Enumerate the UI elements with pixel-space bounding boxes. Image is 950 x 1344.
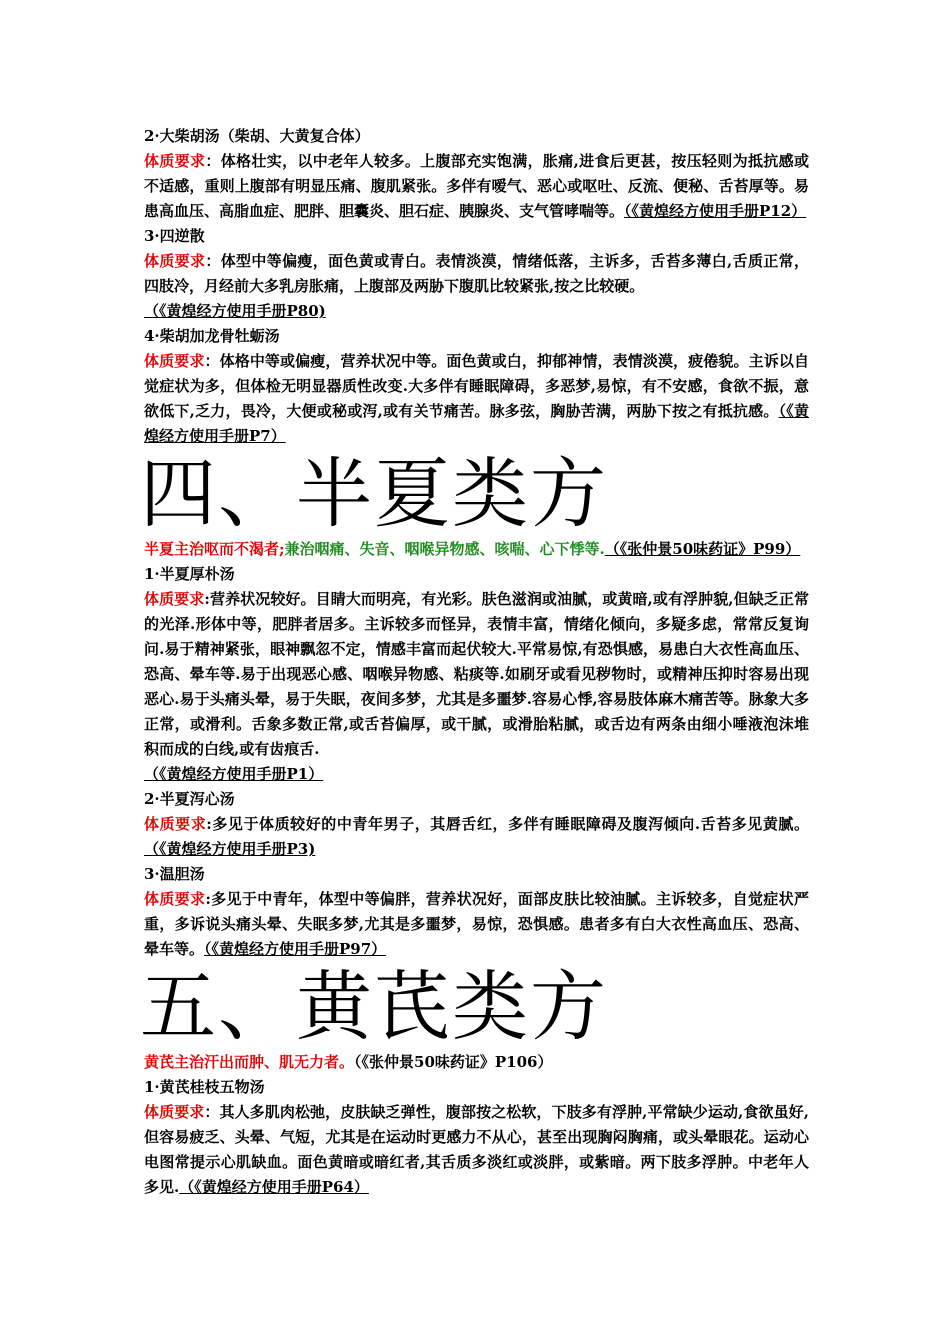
entry-title: 1·半夏厚朴汤: [144, 565, 235, 583]
constitution-label: 体质要求: [144, 1103, 205, 1121]
book-reference: （《黄煌经方使用手册P64）: [179, 1178, 369, 1196]
book-reference: （《黄煌经方使用手册P80): [144, 302, 326, 320]
book-reference: （《黄煌经方使用手册P1）: [144, 765, 324, 783]
constitution-label: 体质要求: [144, 252, 206, 270]
entry-title: 2·大柴胡汤（柴胡、大黄复合体）: [144, 127, 370, 145]
constitution-paragraph: [144, 812, 809, 862]
constitution-paragraph: [144, 349, 809, 449]
constitution-label: 体质要求: [144, 890, 206, 908]
entry-wen-dan-tang: [144, 862, 809, 962]
book-reference: （《黄煌经方使用手册P97）: [204, 940, 387, 958]
entry-chaihu-longgu-muli-tang: [144, 324, 809, 449]
constitution-paragraph: [144, 1100, 809, 1200]
constitution-paragraph: [144, 587, 809, 762]
entry-banxia-xiexin-tang: [144, 787, 809, 862]
entry-title: 3·温胆汤: [144, 865, 205, 883]
intro-secondary-indication: 兼治咽痛、失音、咽喉异物感、咳喘、心下悸等.: [284, 540, 605, 558]
entry-si-ni-san: [144, 224, 809, 324]
constitution-text: :营养状况较好。目睛大而明亮，有光彩。肤色滋润或油腻，或黄暗,或有浮肿貌,但缺乏正常的光泽.形体中等，肥胖者居多。主诉较多而怪异，表情丰富，情绪化倾向，多疑多虑，常常反复询问.易于精神紧张，眼神飘忽不定，情感丰富而起伏较大.平常易惊,有恐惧感，易患白大衣性高血压、恐高、晕车等.易于出现恶心感、咽喉异物感、粘痰等.如刷牙或看见秽物时，或精神压抑时容易出现恶心.易于头痛头晕，易于失眠，夜间多梦，尤其是多噩梦.容易心悸,容易肢体麻木痛苦等。脉象大多正常，或滑利。舌象多数正常,或舌苔偏厚，或干腻，或滑胎粘腻，或舌边有两条由细小唾液泡沫堆积而成的白线,或有齿痕舌.: [144, 590, 809, 758]
entry-title: 4·柴胡加龙骨牡蛎汤: [144, 327, 280, 345]
entry-huangqi-guizhi-wuwu-tang: [144, 1075, 809, 1200]
book-reference: （《黄煌经方使用手册P3): [144, 840, 316, 858]
constitution-text: ：其人多肌肉松弛，皮肤缺乏弹性，腹部按之松软，下肢多有浮肿,平常缺少运动,食欲虽好,但容易疲乏、头晕、气短，尤其是在运动时更感力不从心，甚至出现胸闷胸痛，或头晕眼花。运动心电图常提示心肌缺血。面色黄暗或暗红者,其舌质多淡红或淡胖，或紫暗。两下肢多浮肿。中老年人多见.: [144, 1103, 809, 1196]
entry-banxia-houpu-tang: [144, 562, 809, 787]
constitution-paragraph: [144, 887, 809, 962]
reference-line: [144, 299, 809, 324]
constitution-label: 体质要求: [144, 152, 206, 170]
book-reference: （《张仲景50味药证》P99）: [604, 540, 801, 558]
constitution-text: :多见于体质较好的中青年男子，其唇舌红，多伴有睡眠障碍及腹泻倾向.舌苔多见黄腻。: [206, 815, 809, 833]
section-intro-banxia: [144, 537, 809, 562]
constitution-label: 体质要求: [144, 352, 205, 370]
constitution-label: 体质要求: [144, 815, 207, 833]
constitution-text: ：体格中等或偏瘦，营养状况中等。面色黄或白，抑郁神情，表情淡漠，疲倦貌。主诉以自觉症状为多，但体检无明显器质性改变.大多伴有睡眠障碍，多恶梦,易惊，有不安感，食欲不振，意欲低下,乏力，畏冷，大便或秘或泻,或有关节痛苦。脉多弦，胸胁苦满，两胁下按之有抵抗感。: [144, 352, 809, 420]
section-heading-huangqi: 五、黄芪类方: [140, 962, 608, 1051]
constitution-text: :多见于中青年，体型中等偏胖，营养状况好，面部皮肤比较油腻。主诉较多，自觉症状严重，多诉说头痛头晕、失眠多梦,尤其是多噩梦，易惊，恐惧感。患者多有白大衣性高血压、恐高、晕车等。: [144, 890, 809, 958]
entry-title: 2·半夏泻心汤: [144, 790, 235, 808]
constitution-paragraph: [144, 149, 809, 224]
intro-main-indication: 半夏主治呕而不渴者;: [144, 540, 285, 558]
section-intro-huangqi: [144, 1050, 809, 1075]
constitution-label: 体质要求: [144, 590, 205, 608]
constitution-text: ：体型中等偏瘦，面色黄或青白。表情淡漠，情绪低落，主诉多，舌苔多薄白,舌质正常，四肢冷，月经前大多乳房胀痛，上腹部及两胁下腹肌比较紧张,按之比较硬。: [144, 252, 809, 295]
constitution-text: ：体格壮实，以中老年人较多。上腹部充实饱满，胀痛,进食后更甚，按压轻则为抵抗感或不适感，重则上腹部有明显压痛、腹肌紧张。多伴有嗳气、恶心或呕吐、反流、便秘、舌苔厚等。易患高血压、高脂血症、肥胖、胆囊炎、胆石症、胰腺炎、支气管哮喘等。: [144, 152, 809, 220]
document-page: [140, 124, 809, 1200]
entry-title: 1·黄芪桂枝五物汤: [144, 1078, 265, 1096]
intro-main-indication: 黄芪主治汗出而肿、肌无力者。: [144, 1053, 355, 1071]
reference-line: [144, 762, 809, 787]
entry-title: 3·四逆散: [144, 227, 205, 245]
constitution-paragraph: [144, 249, 809, 299]
section-heading-banxia: 四、半夏类方: [140, 449, 608, 538]
book-reference: （《张仲景50味药证》P106）: [354, 1053, 553, 1071]
book-reference: （《黄煌经方使用手册P7）: [144, 402, 809, 445]
entry-da-chaihu-tang: [144, 124, 809, 224]
book-reference: （《黄煌经方使用手册P12）: [624, 202, 807, 220]
